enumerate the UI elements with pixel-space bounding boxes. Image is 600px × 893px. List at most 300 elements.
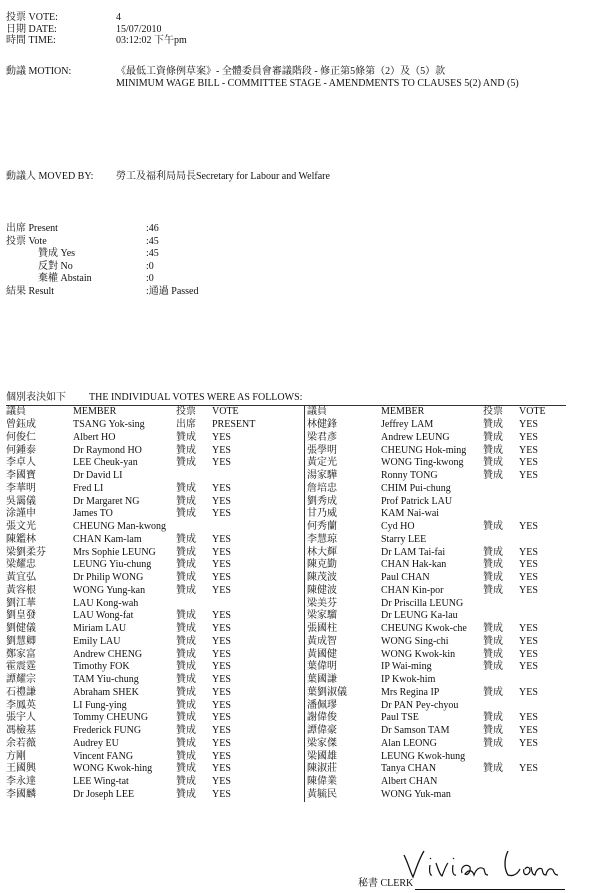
member-chinese-name: 湯家驊 (307, 470, 337, 481)
header-member-chinese: 議員 (6, 406, 26, 417)
vote-chinese: 贊成 (483, 431, 503, 443)
vote-english: YES (212, 559, 231, 571)
vote-english: YES (519, 457, 538, 469)
vote-english: YES (519, 661, 538, 673)
member-english-name: Miriam LAU (73, 623, 127, 634)
clerk-label: 秘書 CLERK (358, 878, 414, 889)
vote-english: YES (519, 470, 538, 481)
member-english-name: Abraham SHEK (73, 686, 139, 698)
vote-english: YES (212, 750, 231, 762)
vote-english: YES (519, 559, 538, 571)
vote-chinese: 贊成 (176, 686, 196, 698)
vote-chinese: 贊成 (176, 725, 196, 736)
header-vote-english: VOTE (212, 406, 239, 417)
no-count: :0 (146, 260, 154, 272)
member-english-name: Paul CHAN (381, 572, 430, 583)
moved-by-label: 動議人 MOVED BY: (6, 171, 94, 182)
votes-table-left-column (6, 406, 302, 802)
member-chinese-name: 梁劉柔芬 (6, 546, 46, 558)
table-row (6, 763, 302, 776)
vote-chinese: 贊成 (483, 584, 503, 596)
table-row (6, 623, 302, 636)
vote-chinese: 贊成 (176, 737, 196, 749)
vote-chinese: 贊成 (483, 444, 503, 456)
member-english-name: IP Kwok-him (381, 674, 436, 685)
member-chinese-name: 張宇人 (6, 712, 36, 724)
member-chinese-name: 陳茂波 (307, 572, 337, 583)
member-chinese-name: 黃宜弘 (6, 572, 36, 583)
member-english-name: WONG Sing-chi (381, 635, 449, 647)
table-header-row (307, 406, 569, 419)
member-english-name: Paul TSE (381, 712, 419, 724)
member-chinese-name: 梁家騮 (307, 610, 337, 622)
vote-english: YES (519, 584, 538, 596)
member-chinese-name: 黃容根 (6, 584, 36, 596)
member-chinese-name: 馮檢基 (6, 725, 36, 736)
member-chinese-name: 劉皇發 (6, 610, 36, 622)
vote-label: 投票 Vote (6, 235, 47, 247)
date-label: 日期 DATE: (6, 23, 57, 35)
table-row (6, 508, 302, 521)
vote-english: YES (212, 674, 231, 685)
member-english-name: Emily LAU (73, 635, 121, 647)
table-row (6, 572, 302, 585)
vote-english: YES (212, 610, 231, 622)
member-chinese-name: 劉秀成 (307, 495, 337, 507)
vote-chinese: 贊成 (483, 648, 503, 660)
vote-english: YES (519, 623, 538, 634)
member-english-name: Dr David LI (73, 470, 123, 481)
member-chinese-name: 潘佩璆 (307, 699, 337, 711)
table-row (307, 789, 569, 802)
vote-english: YES (212, 737, 231, 749)
member-chinese-name: 何鍾泰 (6, 444, 36, 456)
table-row (6, 687, 302, 700)
vote-chinese: 贊成 (176, 482, 196, 494)
moved-by-value: 勞工及福利局局長Secretary for Labour and Welfare (116, 171, 330, 182)
vote-english: YES (519, 431, 538, 443)
vote-english: PRESENT (212, 419, 256, 430)
member-chinese-name: 曾鈺成 (6, 419, 36, 430)
header-vote-chinese: 投票 (483, 406, 503, 417)
table-row (307, 445, 569, 458)
vote-english: YES (212, 686, 231, 698)
table-row (6, 419, 302, 432)
result-value: :通過 Passed (146, 285, 199, 297)
vote-chinese: 贊成 (176, 712, 196, 724)
abstain-label: 棄權 Abstain (38, 273, 92, 285)
vote-chinese: 贊成 (176, 635, 196, 647)
member-english-name: Starry LEE (381, 533, 427, 545)
vote-chinese: 贊成 (483, 635, 503, 647)
table-row (6, 751, 302, 764)
member-chinese-name: 梁耀忠 (6, 559, 36, 571)
vote-chinese: 贊成 (483, 546, 503, 558)
table-row (6, 483, 302, 496)
member-english-name: Albert CHAN (381, 776, 438, 787)
vote-english: YES (212, 661, 231, 673)
member-chinese-name: 黃定光 (307, 457, 337, 469)
table-row (307, 725, 569, 738)
member-chinese-name: 王國興 (6, 763, 36, 775)
table-row (307, 610, 569, 623)
table-row (6, 470, 302, 483)
member-chinese-name: 陳健波 (307, 584, 337, 596)
vote-chinese: 贊成 (483, 419, 503, 430)
member-english-name: LEE Wing-tat (73, 776, 129, 787)
member-english-name: Dr Raymond HO (73, 444, 142, 456)
vote-chinese: 贊成 (176, 546, 196, 558)
member-english-name: CHAN Hak-kan (381, 559, 447, 571)
member-chinese-name: 陳克勤 (307, 559, 337, 571)
vote-english: YES (519, 521, 538, 532)
table-row (307, 508, 569, 521)
vote-chinese: 贊成 (483, 559, 503, 571)
member-english-name: CHEUNG Hok-ming (381, 444, 467, 456)
table-row (6, 496, 302, 509)
table-row (307, 547, 569, 560)
member-chinese-name: 葉偉明 (307, 661, 337, 673)
member-chinese-name: 梁國雄 (307, 750, 337, 762)
vote-english: YES (519, 546, 538, 558)
member-chinese-name: 李華明 (6, 482, 36, 494)
member-chinese-name: 劉江華 (6, 597, 36, 609)
vote-chinese: 贊成 (176, 457, 196, 469)
table-row (6, 547, 302, 560)
table-row (307, 598, 569, 611)
member-chinese-name: 張文光 (6, 521, 36, 532)
vote-english: YES (212, 699, 231, 711)
member-chinese-name: 林健鋒 (307, 419, 337, 430)
header-member-chinese: 議員 (307, 406, 327, 417)
member-english-name: CHEUNG Man-kwong (73, 521, 167, 532)
member-english-name: Fred LI (73, 482, 104, 494)
vote-english: YES (212, 788, 231, 800)
member-chinese-name: 譚耀宗 (6, 674, 36, 685)
vote-chinese: 贊成 (176, 610, 196, 622)
individual-votes-heading-chinese: 個別表決如下 (6, 392, 66, 403)
member-english-name: LAU Kong-wah (73, 597, 139, 609)
vote-english: YES (212, 508, 231, 520)
member-chinese-name: 張國柱 (307, 623, 337, 634)
yes-count: :45 (146, 248, 159, 260)
member-chinese-name: 李鳳英 (6, 699, 36, 711)
member-chinese-name: 何秀蘭 (307, 521, 337, 532)
vote-english: YES (212, 572, 231, 583)
time-label: 時間 TIME: (6, 35, 56, 46)
table-row (307, 674, 569, 687)
table-row (307, 687, 569, 700)
member-chinese-name: 何俊仁 (6, 431, 36, 443)
member-english-name: Andrew CHENG (73, 648, 143, 660)
vote-chinese: 贊成 (176, 533, 196, 545)
vote-chinese: 贊成 (483, 686, 503, 698)
table-row (307, 636, 569, 649)
vote-english: YES (519, 444, 538, 456)
table-row (307, 776, 569, 789)
vote-english: YES (212, 623, 231, 634)
member-english-name: Audrey EU (73, 737, 119, 749)
member-chinese-name: 涂謹申 (6, 508, 36, 520)
vote-chinese: 贊成 (176, 763, 196, 775)
member-chinese-name: 葉劉淑儀 (307, 686, 347, 698)
vote-english: YES (212, 776, 231, 787)
member-english-name: LAU Wong-fat (73, 610, 134, 622)
vote-chinese: 贊成 (483, 661, 503, 673)
vote-english: YES (212, 495, 231, 507)
vote-english: YES (212, 763, 231, 775)
vote-chinese: 贊成 (483, 572, 503, 583)
vote-chinese: 贊成 (176, 559, 196, 571)
vote-chinese: 贊成 (176, 648, 196, 660)
vote-count: :45 (146, 235, 159, 247)
table-row (307, 763, 569, 776)
motion-title-english: MINIMUM WAGE BILL - COMMITTEE STAGE - AMENDMENTS TO CLAUSES 5(2) AND (5) (116, 77, 519, 89)
member-english-name: Dr Samson TAM (381, 725, 450, 736)
member-chinese-name: 甘乃威 (307, 508, 337, 520)
table-header-row (6, 406, 302, 419)
member-english-name: WONG Kwok-kin (381, 648, 456, 660)
member-chinese-name: 陳鑑林 (6, 533, 36, 545)
member-chinese-name: 張學明 (307, 444, 337, 456)
member-chinese-name: 劉健儀 (6, 623, 36, 634)
member-english-name: IP Wai-ming (381, 661, 432, 673)
member-english-name: Jeffrey LAM (381, 419, 434, 430)
member-chinese-name: 黃毓民 (307, 788, 337, 800)
table-row (307, 661, 569, 674)
table-row (307, 649, 569, 662)
member-chinese-name: 余若薇 (6, 737, 36, 749)
member-english-name: Ronny TONG (381, 470, 438, 481)
vote-chinese: 贊成 (176, 674, 196, 685)
member-english-name: Vincent FANG (73, 750, 134, 762)
table-row (307, 585, 569, 598)
present-label: 出席 Present (6, 223, 58, 234)
header-member-english: MEMBER (73, 406, 117, 417)
member-english-name: LI Fung-ying (73, 699, 127, 711)
individual-votes-heading-english: THE INDIVIDUAL VOTES WERE AS FOLLOWS: (89, 392, 303, 403)
table-row (307, 751, 569, 764)
table-row (307, 496, 569, 509)
member-chinese-name: 陳偉業 (307, 776, 337, 787)
table-row (307, 712, 569, 725)
motion-block (6, 66, 586, 89)
vote-english: YES (519, 712, 538, 724)
table-row (307, 483, 569, 496)
votes-table-right-column (304, 406, 569, 802)
member-chinese-name: 霍震霆 (6, 661, 36, 673)
vote-english: YES (212, 712, 231, 724)
member-english-name: Prof Patrick LAU (381, 495, 453, 507)
motion-title-chinese: 《最低工資條例草案》- 全體委員會審議階段 - 修正第5條第（2）及（5）款 (116, 66, 446, 77)
yes-label: 贊成 Yes (38, 248, 76, 260)
vote-english: YES (519, 737, 538, 749)
moved-by-block (6, 171, 586, 183)
member-chinese-name: 李卓人 (6, 457, 36, 469)
table-row (6, 725, 302, 738)
member-chinese-name: 謝偉俊 (307, 712, 337, 724)
vote-chinese: 贊成 (176, 584, 196, 596)
vote-english: YES (212, 457, 231, 469)
vote-english: YES (519, 648, 538, 660)
time-value: 03:12:02 下午pm (116, 35, 187, 46)
member-english-name: Dr Joseph LEE (73, 788, 135, 800)
member-chinese-name: 李永達 (6, 776, 36, 787)
table-row (6, 445, 302, 458)
vote-english: YES (519, 572, 538, 583)
table-row (307, 700, 569, 713)
vote-chinese: 贊成 (176, 572, 196, 583)
member-english-name: Cyd HO (381, 521, 415, 532)
table-row (6, 649, 302, 662)
present-count: :46 (146, 223, 159, 234)
member-chinese-name: 林大輝 (307, 546, 337, 558)
member-chinese-name: 李國寶 (6, 470, 36, 481)
abstain-count: :0 (146, 273, 154, 285)
member-english-name: Dr LEUNG Ka-lau (381, 610, 458, 622)
header-vote-english: VOTE (519, 406, 546, 417)
vote-chinese: 贊成 (176, 776, 196, 787)
table-row (6, 700, 302, 713)
table-row (6, 610, 302, 623)
vote-chinese: 贊成 (483, 725, 503, 736)
member-english-name: Dr PAN Pey-chyou (381, 699, 459, 711)
vote-chinese: 贊成 (176, 431, 196, 443)
member-english-name: James TO (73, 508, 113, 520)
member-english-name: Dr LAM Tai-fai (381, 546, 446, 558)
table-row (307, 738, 569, 751)
table-row (6, 712, 302, 725)
member-english-name: Andrew LEUNG (381, 431, 450, 443)
member-chinese-name: 李慧琼 (307, 533, 337, 545)
table-row (6, 598, 302, 611)
votes-table (6, 405, 566, 800)
member-english-name: Albert HO (73, 431, 116, 443)
member-english-name: Dr Priscilla LEUNG (381, 597, 464, 609)
vote-chinese: 贊成 (483, 623, 503, 634)
vote-chinese: 出席 (176, 419, 196, 430)
vote-header (6, 12, 316, 47)
member-english-name: TAM Yiu-chung (73, 674, 139, 685)
member-english-name: WONG Kwok-hing (73, 763, 153, 775)
member-english-name: WONG Ting-kwong (381, 457, 464, 469)
table-row (307, 559, 569, 572)
member-english-name: Tommy CHEUNG (73, 712, 149, 724)
vote-chinese: 贊成 (176, 623, 196, 634)
vote-chinese: 贊成 (483, 457, 503, 469)
member-chinese-name: 梁美芬 (307, 597, 337, 609)
table-row (6, 789, 302, 802)
member-english-name: TSANG Yok-sing (73, 419, 145, 430)
table-row (307, 470, 569, 483)
table-row (6, 432, 302, 445)
member-chinese-name: 鄭家富 (6, 648, 36, 660)
table-row (6, 559, 302, 572)
member-chinese-name: 梁家傑 (307, 737, 337, 749)
vote-english: YES (212, 635, 231, 647)
table-row (6, 738, 302, 751)
table-row (6, 776, 302, 789)
vote-english: YES (212, 725, 231, 736)
table-row (307, 534, 569, 547)
vote-english: YES (212, 546, 231, 558)
member-chinese-name: 葉國謙 (307, 674, 337, 685)
member-english-name: CHIM Pui-chung (381, 482, 451, 494)
vote-english: YES (519, 686, 538, 698)
member-chinese-name: 石禮謙 (6, 686, 36, 698)
member-chinese-name: 方剛 (6, 750, 26, 762)
member-chinese-name: 劉慧卿 (6, 635, 36, 647)
member-english-name: CHAN Kam-lam (73, 533, 142, 545)
result-label: 結果 Result (6, 285, 55, 297)
table-row (6, 457, 302, 470)
vote-number: 4 (116, 12, 121, 23)
vote-english: YES (519, 419, 538, 430)
vote-counts (6, 223, 246, 299)
member-chinese-name: 吳靄儀 (6, 495, 36, 507)
member-english-name: WONG Yung-kan (73, 584, 146, 596)
table-row (6, 674, 302, 687)
vote-english: YES (519, 635, 538, 647)
member-english-name: LEE Cheuk-yan (73, 457, 138, 469)
table-row (307, 572, 569, 585)
member-english-name: Mrs Sophie LEUNG (73, 546, 156, 558)
member-english-name: Tanya CHAN (381, 763, 437, 775)
vote-english: YES (519, 725, 538, 736)
member-english-name: LEUNG Kwok-hung (381, 750, 466, 762)
member-english-name: Alan LEONG (381, 737, 437, 749)
header-member-english: MEMBER (381, 406, 425, 417)
vote-english: YES (212, 584, 231, 596)
vote-english: YES (212, 444, 231, 456)
member-english-name: Dr Margaret NG (73, 495, 140, 507)
member-english-name: Timothy FOK (73, 661, 130, 673)
vote-number-label: 投票 VOTE: (6, 12, 58, 23)
vote-chinese: 贊成 (176, 661, 196, 673)
clerk-line (358, 878, 565, 890)
individual-votes-heading (6, 392, 302, 404)
table-row (6, 521, 302, 534)
vote-chinese: 贊成 (176, 750, 196, 762)
vote-chinese: 贊成 (483, 737, 503, 749)
vote-chinese: 贊成 (483, 521, 503, 532)
table-row (307, 521, 569, 534)
vote-chinese: 贊成 (176, 495, 196, 507)
member-english-name: Dr Philip WONG (73, 572, 144, 583)
vote-chinese: 贊成 (483, 470, 503, 481)
no-label: 反對 No (38, 260, 73, 272)
member-english-name: Mrs Regina IP (381, 686, 440, 698)
date-value: 15/07/2010 (116, 23, 162, 35)
vote-chinese: 贊成 (176, 444, 196, 456)
vote-english: YES (212, 533, 231, 545)
member-chinese-name: 黃成智 (307, 635, 337, 647)
table-row (307, 419, 569, 432)
member-english-name: LEUNG Yiu-chung (73, 559, 152, 571)
vote-english: YES (212, 431, 231, 443)
vote-chinese: 贊成 (176, 508, 196, 520)
table-row (307, 432, 569, 445)
member-chinese-name: 李國麟 (6, 788, 36, 800)
motion-label: 動議 MOTION: (6, 66, 72, 77)
member-english-name: CHEUNG Kwok-che (381, 623, 467, 634)
table-row (6, 636, 302, 649)
table-row (307, 623, 569, 636)
table-row (307, 457, 569, 470)
member-chinese-name: 黃國健 (307, 648, 337, 660)
member-chinese-name: 譚偉豪 (307, 725, 337, 736)
vote-chinese: 贊成 (483, 712, 503, 724)
